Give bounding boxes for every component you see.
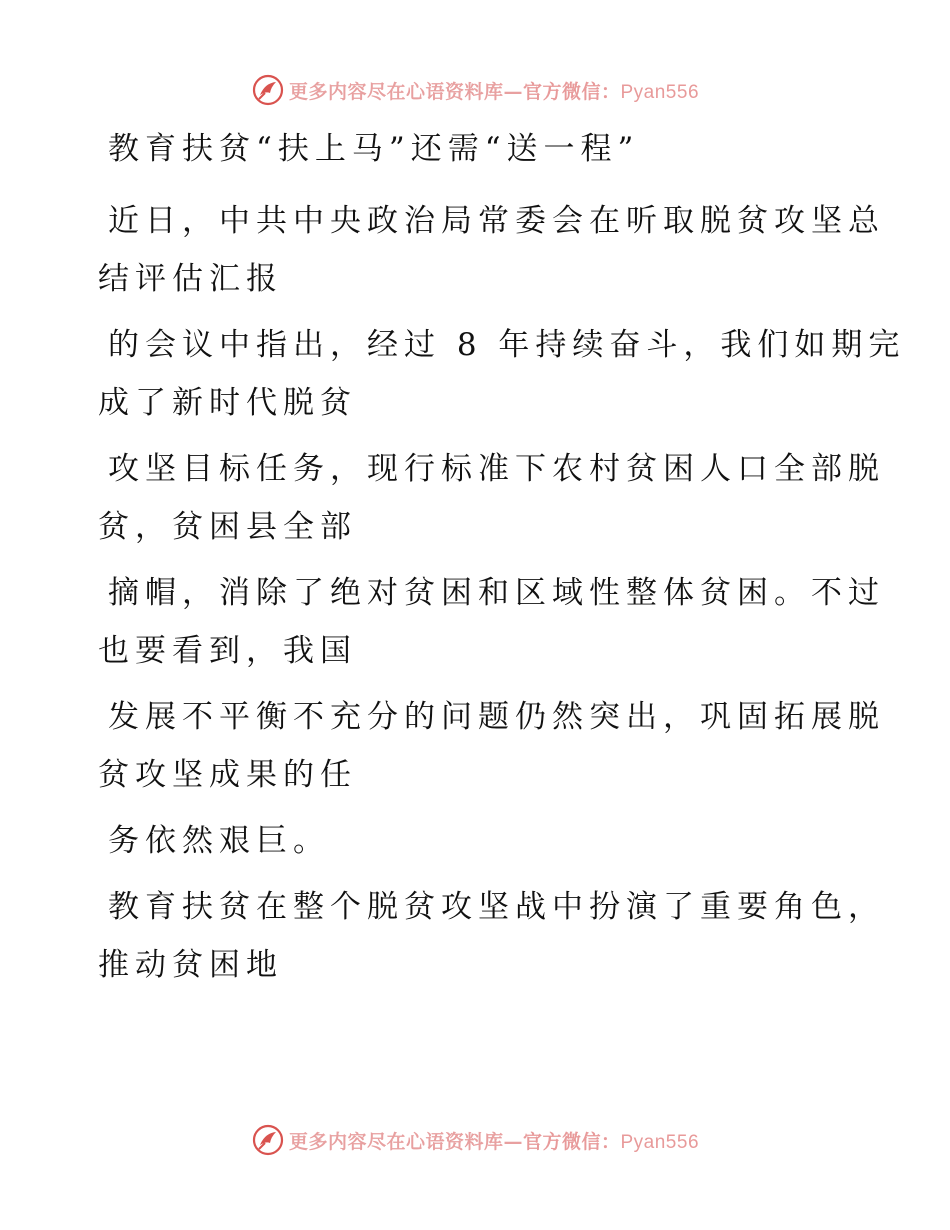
paragraph-line: 推动贫困地 xyxy=(98,947,283,983)
paragraph-line: 发展不平衡不充分的问题仍然突出，巩固拓展脱 xyxy=(108,699,885,735)
watermark-text xyxy=(289,77,699,104)
paragraph-line: 的会议中指出，经过 8 年持续奋斗，我们如期完 xyxy=(108,327,906,363)
watermark-main: 更多内容尽在心语资料库 xyxy=(288,1130,504,1153)
watermark-main: 更多内容尽在心语资料库 xyxy=(288,80,504,103)
footer-watermark xyxy=(0,1120,950,1160)
paragraph-line: 贫攻坚成果的任 xyxy=(98,757,357,793)
watermark-official: 官方微信： xyxy=(522,1130,621,1153)
paragraph-line: 也要看到，我国 xyxy=(98,633,357,669)
watermark-id: Pyan556 xyxy=(620,1131,700,1153)
watermark-dash: — xyxy=(503,1130,523,1153)
paragraph-line: 攻坚目标任务，现行标准下农村贫困人口全部脱 xyxy=(108,451,885,487)
paragraph-line: 成了新时代脱贫 xyxy=(98,385,357,421)
watermark-dash: — xyxy=(503,80,523,103)
watermark-id: Pyan556 xyxy=(620,81,700,103)
paragraph-line: 摘帽，消除了绝对贫困和区域性整体贫困。不过 xyxy=(108,575,885,611)
watermark-text xyxy=(289,1127,699,1154)
paragraph-line: 近日，中共中央政治局常委会在听取脱贫攻坚总 xyxy=(108,203,885,239)
paragraph-line: 务依然艰巨。 xyxy=(108,823,330,859)
document-body xyxy=(98,120,906,994)
seal-logo-icon xyxy=(251,73,285,107)
paragraph-line: 贫，贫困县全部 xyxy=(98,509,357,545)
paragraph-line: 结评估汇报 xyxy=(98,261,283,297)
seal-logo-icon xyxy=(251,1123,285,1157)
header-watermark xyxy=(0,70,950,110)
watermark-official: 官方微信： xyxy=(522,80,621,103)
paragraph-line: 教育扶贫在整个脱贫攻坚战中扮演了重要角色， xyxy=(108,889,885,925)
document-title: 教育扶贫“扶上马”还需“送一程” xyxy=(108,131,640,167)
